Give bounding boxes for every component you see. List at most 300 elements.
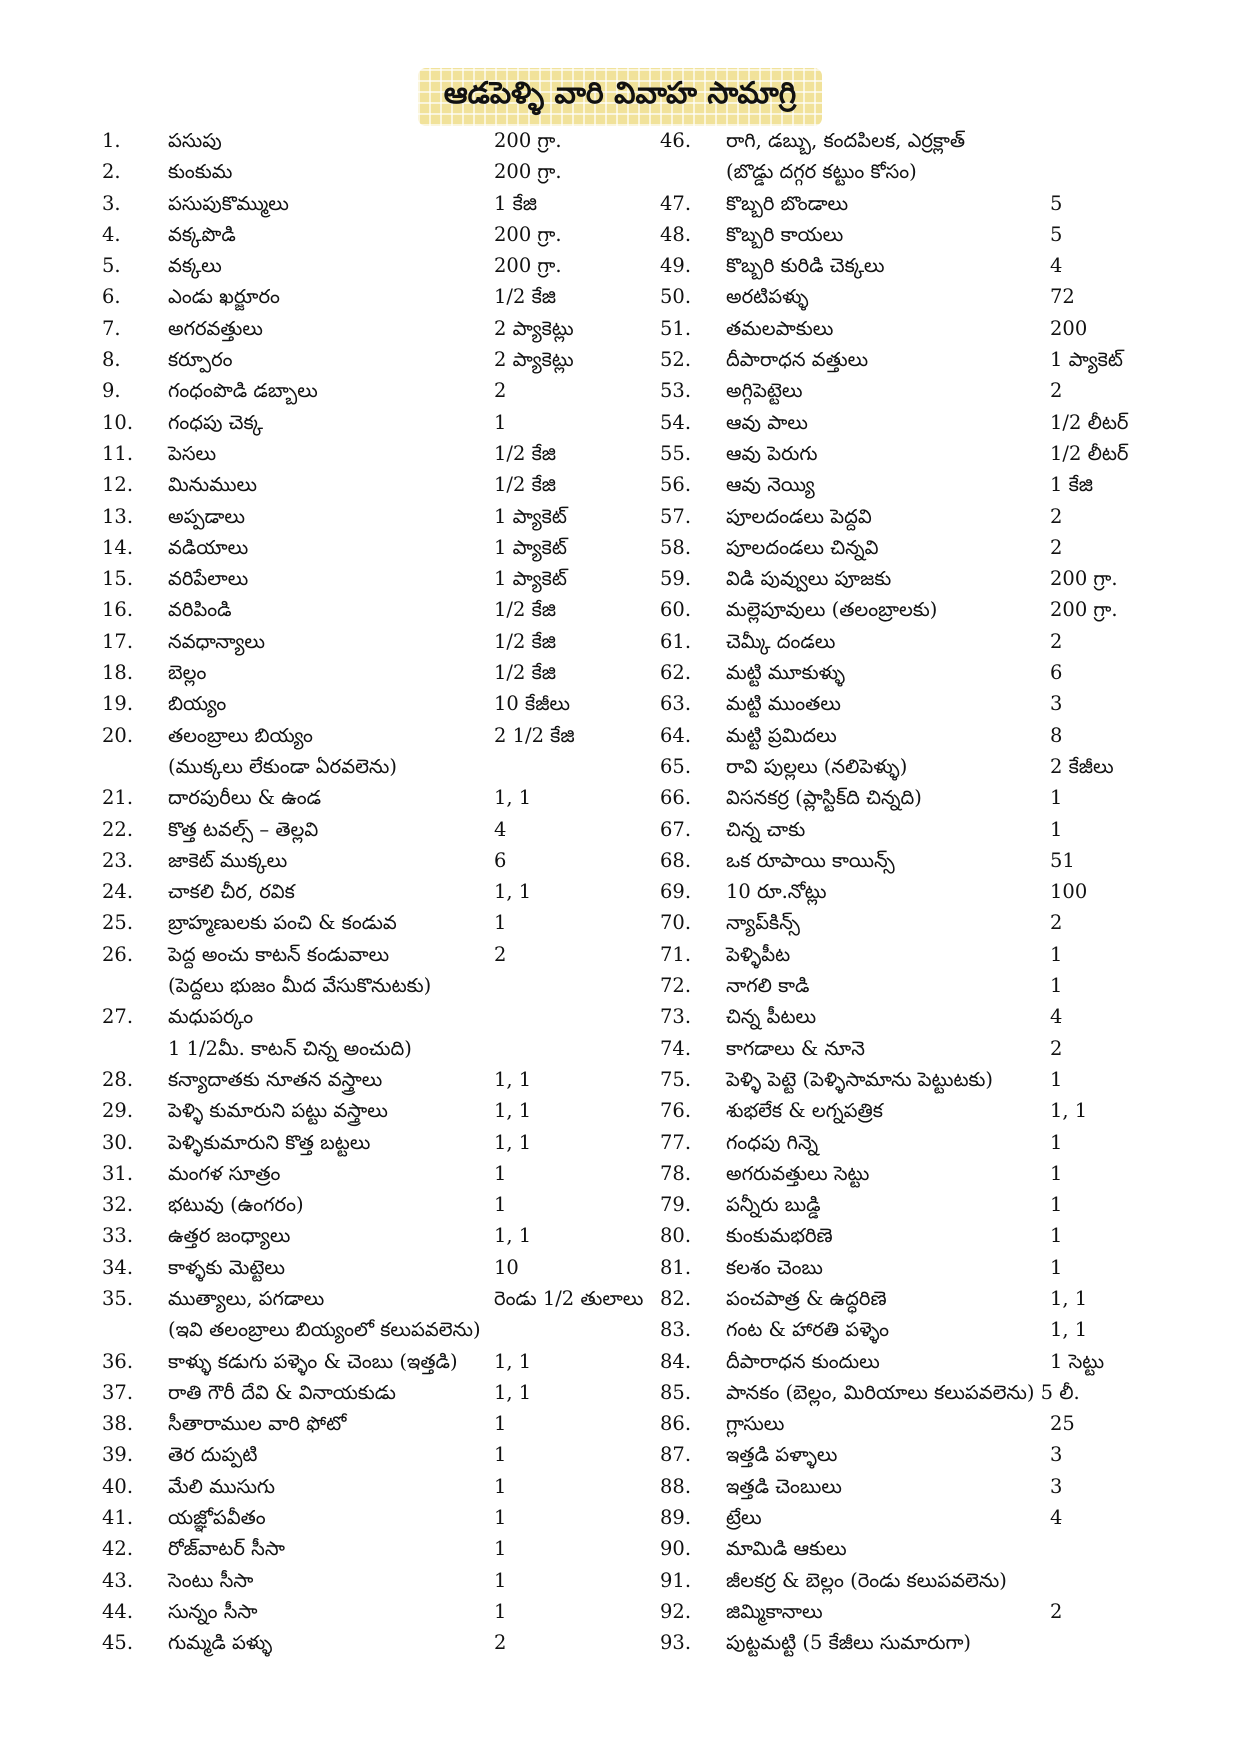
item-quantity: 1 xyxy=(494,911,507,935)
list-item xyxy=(102,688,622,719)
list-item xyxy=(102,375,622,406)
list-item xyxy=(660,1377,1140,1408)
item-number: 20. xyxy=(102,723,134,747)
item-quantity: రెండు 1/2 తులాలు xyxy=(494,1286,644,1310)
item-quantity: 2 xyxy=(1050,535,1063,559)
list-item xyxy=(102,1439,622,1470)
item-name: సున్నం సీసా xyxy=(168,1599,258,1623)
item-quantity: 1 కేజి xyxy=(494,191,538,215)
item-quantity: 1 కేజి xyxy=(1050,473,1094,497)
item-quantity: 200 గ్రా. xyxy=(1050,598,1118,622)
list-item xyxy=(102,1471,622,1502)
item-quantity: 1 ప్యాకెట్ xyxy=(494,504,567,528)
item-quantity: 4 xyxy=(494,817,507,841)
item-quantity: 1 xyxy=(494,1412,507,1436)
item-quantity: 1 xyxy=(494,1537,507,1561)
item-number: 81. xyxy=(660,1255,692,1279)
list-item xyxy=(102,313,622,344)
item-name: రావి పుల్లలు (నలిపెళ్ళు) xyxy=(726,754,908,778)
item-quantity: 2 1/2 కేజి xyxy=(494,723,575,747)
item-number: 16. xyxy=(102,598,134,622)
item-name: మల్లెపూవులు (తలంబ్రాలకు) xyxy=(726,598,938,622)
item-number: 48. xyxy=(660,222,692,246)
item-number: 59. xyxy=(660,567,692,591)
item-name: జీలకర్ర & బెల్లం (రెండు కలుపవలెను) xyxy=(726,1568,1007,1592)
item-number: 14. xyxy=(102,535,134,559)
list-item xyxy=(102,594,622,625)
list-item xyxy=(660,344,1140,375)
item-number: 66. xyxy=(660,786,692,810)
list-item xyxy=(660,907,1140,938)
item-name: మంగళ సూత్రం xyxy=(168,1161,281,1185)
item-number: 93. xyxy=(660,1631,692,1655)
item-number: 72. xyxy=(660,974,692,998)
item-name: రాతి గౌరీ దేవి & వినాయకుడు xyxy=(168,1380,396,1404)
item-number: 87. xyxy=(660,1443,692,1467)
item-number: 41. xyxy=(102,1506,134,1530)
item-quantity: 8 xyxy=(1050,723,1063,747)
item-quantity: 1, 1 xyxy=(494,880,532,904)
item-quantity: 200 xyxy=(1050,316,1088,340)
item-name: పానకం (బెల్లం, మిరియాలు కలుపవలెను) 5 లీ. xyxy=(726,1380,1080,1404)
list-item xyxy=(102,876,622,907)
item-name: పసుపు xyxy=(168,129,222,152)
item-name: కొబ్బరి కురిడి చెక్కలు xyxy=(726,254,885,278)
item-name: శుభలేక & లగ్నపత్రిక xyxy=(726,1099,883,1123)
item-number: 50. xyxy=(660,285,692,309)
item-quantity: 10 కేజీలు xyxy=(494,692,571,716)
list-item xyxy=(660,1283,1140,1314)
list-item xyxy=(660,626,1140,657)
item-quantity: 25 xyxy=(1050,1412,1075,1436)
list-item xyxy=(660,1220,1140,1251)
list-item xyxy=(102,1533,622,1564)
item-name: అగరవత్తులు xyxy=(168,316,263,340)
item-name: నవధాన్యాలు xyxy=(168,629,265,653)
item-quantity: 1, 1 xyxy=(494,1224,532,1248)
item-quantity: 1/2 కేజి xyxy=(494,473,557,497)
item-number: 71. xyxy=(660,942,692,966)
item-quantity: 1, 1 xyxy=(1050,1286,1088,1310)
list-item xyxy=(102,188,622,219)
item-number: 57. xyxy=(660,504,692,528)
item-quantity: 1, 1 xyxy=(494,1349,532,1373)
item-quantity: 200 గ్రా. xyxy=(494,254,562,278)
item-name: పసుపుకొమ్ములు xyxy=(168,191,289,215)
list-item xyxy=(660,939,1140,970)
list-item xyxy=(102,156,622,187)
list-item xyxy=(660,1095,1140,1126)
item-name: గుమ్మడి పళ్ళు xyxy=(168,1631,273,1655)
item-name: మట్టి ప్రమిదలు xyxy=(726,723,837,747)
item-quantity: 1 ప్యాకెట్ xyxy=(494,567,567,591)
item-number: 67. xyxy=(660,817,692,841)
item-number: 44. xyxy=(102,1599,134,1623)
item-quantity: 1, 1 xyxy=(494,1380,532,1404)
item-number: 85. xyxy=(660,1380,692,1404)
item-note: (బొడ్డు దగ్గర కట్టుం కోసం) xyxy=(726,160,917,184)
item-name: తెర దుప్పటి xyxy=(168,1443,258,1467)
list-item xyxy=(660,1252,1140,1283)
item-quantity: 1 xyxy=(1050,786,1063,810)
item-number: 40. xyxy=(102,1474,134,1498)
item-name: కర్పూరం xyxy=(168,348,233,372)
list-item xyxy=(102,845,622,876)
item-quantity: 3 xyxy=(1050,692,1063,716)
list-item xyxy=(102,125,622,156)
item-number: 69. xyxy=(660,880,692,904)
item-quantity: 5 xyxy=(1050,222,1063,246)
list-item xyxy=(102,1283,644,1314)
item-quantity: 3 xyxy=(1050,1474,1063,1498)
item-number: 43. xyxy=(102,1568,134,1592)
item-quantity: 2 xyxy=(1050,1036,1063,1060)
item-quantity: 2 xyxy=(1050,629,1063,653)
item-number: 17. xyxy=(102,629,134,653)
item-quantity: 1, 1 xyxy=(494,786,532,810)
list-item xyxy=(102,1565,622,1596)
item-quantity: 1 xyxy=(494,1193,507,1217)
item-quantity: 1, 1 xyxy=(1050,1318,1088,1342)
list-item xyxy=(660,125,1140,156)
item-number: 52. xyxy=(660,348,692,372)
list-item xyxy=(102,438,622,469)
item-quantity: 10 xyxy=(494,1255,519,1279)
list-item xyxy=(660,814,1140,845)
item-number: 21. xyxy=(102,786,134,810)
item-number: 11. xyxy=(102,441,134,465)
list-item xyxy=(660,1346,1140,1377)
item-number: 53. xyxy=(660,379,692,403)
item-name: పూలదండలు చిన్నవి xyxy=(726,535,879,559)
list-item xyxy=(102,907,622,938)
item-number: 64. xyxy=(660,723,692,747)
list-item xyxy=(660,1627,1140,1658)
item-quantity: 2 xyxy=(1050,379,1063,403)
item-number: 38. xyxy=(102,1412,134,1436)
item-quantity: 2 xyxy=(494,1631,507,1655)
item-number: 92. xyxy=(660,1599,692,1623)
list-item xyxy=(660,532,1140,563)
item-number: 37. xyxy=(102,1380,134,1404)
list-item xyxy=(102,814,622,845)
item-name: మామిడి ఆకులు xyxy=(726,1537,847,1561)
item-number: 73. xyxy=(660,1005,692,1029)
item-quantity: 2 కేజీలు xyxy=(1050,754,1114,778)
list-item xyxy=(102,219,622,250)
item-name: ఆవు నెయ్యి xyxy=(726,473,815,497)
item-quantity: 1 xyxy=(494,1443,507,1467)
item-name: భటువు (ఉంగరం) xyxy=(168,1193,304,1217)
item-quantity: 4 xyxy=(1050,254,1063,278)
list-item xyxy=(660,469,1140,500)
list-item xyxy=(660,657,1140,688)
list-item xyxy=(102,1346,622,1377)
title-banner xyxy=(0,68,1240,126)
list-item xyxy=(660,563,1140,594)
item-name: వక్కపొడి xyxy=(168,222,236,246)
list-item xyxy=(102,626,622,657)
item-name: విసనకర్ర (ప్లాస్టిక్‌ది చిన్నది) xyxy=(726,786,922,810)
item-name: ఉత్తర జంధ్యాలు xyxy=(168,1224,291,1248)
list-item xyxy=(660,438,1140,469)
item-name: దీపారాధన వత్తులు xyxy=(726,348,869,372)
item-number: 23. xyxy=(102,848,134,872)
item-quantity: 1 xyxy=(494,1474,507,1498)
item-quantity: 1/2 లీటర్ xyxy=(1050,441,1129,465)
item-name: కొత్త టవల్స్ – తెల్లవి xyxy=(168,817,319,841)
item-name: పంచపాత్ర & ఉద్ధరిణె xyxy=(726,1286,887,1310)
item-name: నాగలి కాడి xyxy=(726,974,810,998)
item-quantity: 1, 1 xyxy=(494,1130,532,1154)
list-item xyxy=(660,751,1140,782)
item-name: గ్లాసులు xyxy=(726,1412,785,1436)
item-number: 22. xyxy=(102,817,134,841)
item-quantity: 1/2 కేజి xyxy=(494,661,557,685)
item-name: తమలపాకులు xyxy=(726,316,834,340)
item-quantity: 3 xyxy=(1050,1443,1063,1467)
item-name: దారపురీలు & ఉండ xyxy=(168,786,322,810)
item-name: అప్పడాలు xyxy=(168,504,245,528)
item-number: 4. xyxy=(102,222,121,246)
item-name: యజ్ఞోపవీతం xyxy=(168,1506,266,1530)
list-item xyxy=(102,1627,622,1658)
item-number: 91. xyxy=(660,1568,692,1592)
item-number: 10. xyxy=(102,410,134,434)
list-item xyxy=(660,1502,1140,1533)
item-number: 58. xyxy=(660,535,692,559)
item-number: 56. xyxy=(660,473,692,497)
item-number: 90. xyxy=(660,1537,692,1561)
item-quantity: 4 xyxy=(1050,1506,1063,1530)
item-name: ఒక రూపాయి కాయిన్స్ xyxy=(726,848,895,872)
list-item xyxy=(660,407,1140,438)
item-name: పూలదండలు పెద్దవి xyxy=(726,504,872,528)
item-name: పెళ్ళి పెట్టె (పెళ్ళిసామాను పెట్టుటకు) xyxy=(726,1067,994,1091)
item-name: సెంటు సీసా xyxy=(168,1568,254,1592)
item-number: 1. xyxy=(102,129,121,152)
item-name: పెద్ద అంచు కాటన్ కండువాలు xyxy=(168,942,390,966)
item-quantity: 2 xyxy=(1050,1599,1063,1623)
item-quantity: 1 ప్యాకెట్ xyxy=(494,535,567,559)
item-name: ముత్యాలు, పగడాలు xyxy=(168,1286,325,1310)
item-number: 30. xyxy=(102,1130,134,1154)
item-number: 55. xyxy=(660,441,692,465)
item-name: గంట & హారతి పళ్ళెం xyxy=(726,1318,890,1342)
item-number: 70. xyxy=(660,911,692,935)
item-quantity: 2 ప్యాకెట్లు xyxy=(494,316,574,340)
list-item xyxy=(660,1127,1140,1158)
item-name: కాగడాలు & నూనె xyxy=(726,1036,865,1060)
list-item xyxy=(660,1033,1140,1064)
list-item xyxy=(660,782,1140,813)
item-number: 86. xyxy=(660,1412,692,1436)
list-item xyxy=(660,501,1140,532)
item-number: 63. xyxy=(660,692,692,716)
item-quantity: 1 xyxy=(1050,1161,1063,1185)
list-item xyxy=(102,720,622,751)
item-quantity: 1 xyxy=(1050,1067,1063,1091)
item-name: వడియాలు xyxy=(168,535,249,559)
item-name: చాకలి చీర, రవిక xyxy=(168,880,295,904)
item-name: రోజ్‌వాటర్ సీసా xyxy=(168,1537,285,1561)
list-item xyxy=(660,1158,1140,1189)
item-number: 31. xyxy=(102,1161,134,1185)
item-number: 9. xyxy=(102,379,121,403)
list-item xyxy=(660,1533,1140,1564)
item-number: 35. xyxy=(102,1286,134,1310)
item-name: బియ్యం xyxy=(168,692,227,716)
item-name: వరిపిండి xyxy=(168,598,232,622)
list-item xyxy=(660,1001,1140,1032)
item-number: 29. xyxy=(102,1099,134,1123)
item-name: జిమ్మికానాలు xyxy=(726,1599,823,1623)
list-item xyxy=(660,1471,1140,1502)
item-quantity: 1 xyxy=(494,1599,507,1623)
item-name: కన్యాదాతకు నూతన వస్త్రాలు xyxy=(168,1067,383,1091)
item-name: చిన్న చాకు xyxy=(726,817,806,841)
item-number: 6. xyxy=(102,285,121,309)
item-number: 68. xyxy=(660,848,692,872)
item-quantity: 1 xyxy=(494,1161,507,1185)
item-quantity: 1 xyxy=(1050,974,1063,998)
item-quantity: 1 సెట్టు xyxy=(1050,1349,1105,1373)
item-name: పన్నీరు బుడ్డి xyxy=(726,1193,821,1217)
list-item xyxy=(102,1127,622,1158)
list-item xyxy=(102,250,622,281)
item-name: మట్టి మూకుళ్ళు xyxy=(726,661,846,685)
list-item xyxy=(660,688,1140,719)
item-number: 47. xyxy=(660,191,692,215)
item-number: 65. xyxy=(660,754,692,778)
item-number: 8. xyxy=(102,348,121,372)
item-name: తలంబ్రాలు బియ్యం xyxy=(168,723,313,747)
item-number: 5. xyxy=(102,254,121,278)
item-name: మేలి ముసుగు xyxy=(168,1474,276,1498)
list-item xyxy=(102,1502,622,1533)
list-item xyxy=(102,501,622,532)
item-name: చిన్న పీటలు xyxy=(726,1005,817,1029)
item-quantity: 100 xyxy=(1050,880,1088,904)
item-quantity: 1/2 లీటర్ xyxy=(1050,410,1129,434)
list-item xyxy=(660,845,1140,876)
item-number: 78. xyxy=(660,1161,692,1185)
item-number: 3. xyxy=(102,191,121,215)
item-number: 32. xyxy=(102,1193,134,1217)
list-item xyxy=(102,1095,622,1126)
item-number: 89. xyxy=(660,1506,692,1530)
item-name: పెళ్ళికుమారుని కొత్త బట్టలు xyxy=(168,1130,371,1154)
list-item xyxy=(102,1252,622,1283)
item-quantity: 1, 1 xyxy=(494,1099,532,1123)
item-name: జాకెట్ ముక్కలు xyxy=(168,848,288,872)
item-name: ఇత్తడి చెంబులు xyxy=(726,1474,842,1498)
list-item xyxy=(102,1596,622,1627)
list-item xyxy=(660,1064,1140,1095)
item-quantity: 6 xyxy=(494,848,507,872)
item-name: గంధపు చెక్క xyxy=(168,410,264,434)
item-quantity: 1, 1 xyxy=(1050,1099,1088,1123)
item-name: గంధపు గిన్నె xyxy=(726,1130,819,1154)
item-number: 54. xyxy=(660,410,692,434)
item-number: 80. xyxy=(660,1224,692,1248)
item-quantity: 2 xyxy=(494,942,507,966)
item-number: 49. xyxy=(660,254,692,278)
item-quantity: 1 xyxy=(1050,1255,1063,1279)
item-number: 76. xyxy=(660,1099,692,1123)
item-name: కొబ్బరి బొండాలు xyxy=(726,191,849,215)
list-item xyxy=(660,1565,1140,1596)
list-item xyxy=(102,281,622,312)
item-name: 10 రూ.నోట్లు xyxy=(726,880,827,904)
item-name: బెల్లం xyxy=(168,661,207,685)
item-number: 46. xyxy=(660,129,692,152)
item-name: వక్కలు xyxy=(168,254,222,278)
list-item xyxy=(660,720,1140,751)
list-item xyxy=(102,939,622,970)
item-number: 82. xyxy=(660,1286,692,1310)
item-name: కాళ్ళు కడుగు పళ్ళెం & చెంబు (ఇత్తడి) xyxy=(168,1349,458,1373)
item-name: ఎండు ఖర్జూరం xyxy=(168,285,280,309)
item-quantity: 1 xyxy=(1050,1193,1063,1217)
item-name: కుంకుమభరిణె xyxy=(726,1224,833,1248)
item-note: (పెద్దలు భుజం మీద వేసుకొనుటకు) xyxy=(168,974,432,998)
list-item xyxy=(660,1189,1140,1220)
item-name: వరిపేలాలు xyxy=(168,567,249,591)
item-name: విడి పువ్వులు పూజకు xyxy=(726,567,892,591)
item-number: 34. xyxy=(102,1255,134,1279)
item-name: అగరువత్తులు సెట్టు xyxy=(726,1161,870,1185)
list-item xyxy=(102,1189,622,1220)
item-number: 33. xyxy=(102,1224,134,1248)
list-item xyxy=(660,1408,1140,1439)
list-item xyxy=(660,219,1140,250)
item-quantity: 1 xyxy=(494,410,507,434)
list-item xyxy=(660,1439,1140,1470)
item-number: 13. xyxy=(102,504,134,528)
list-item xyxy=(102,1377,622,1408)
item-quantity: 1, 1 xyxy=(494,1067,532,1091)
list-item xyxy=(660,876,1140,907)
list-item xyxy=(660,1314,1140,1345)
item-number: 60. xyxy=(660,598,692,622)
item-number: 28. xyxy=(102,1067,134,1091)
page-title: ఆడపెళ్ళి వారి వివాహ సామాగ్రి xyxy=(418,68,823,126)
item-number: 88. xyxy=(660,1474,692,1498)
item-quantity: 200 గ్రా. xyxy=(1050,567,1118,591)
item-name: కలశం చెంబు xyxy=(726,1255,823,1279)
item-quantity: 2 xyxy=(1050,504,1063,528)
list-item xyxy=(660,375,1140,406)
item-number: 19. xyxy=(102,692,134,716)
item-quantity: 1 xyxy=(494,1568,507,1592)
item-number: 18. xyxy=(102,661,134,685)
item-name: ట్రేలు xyxy=(726,1506,762,1530)
item-quantity: 1 xyxy=(1050,1130,1063,1154)
list-item xyxy=(102,563,622,594)
item-quantity: 1 xyxy=(494,1506,507,1530)
item-quantity: 1 xyxy=(1050,1224,1063,1248)
item-name: చెమ్కీ దండలు xyxy=(726,629,836,653)
item-quantity: 4 xyxy=(1050,1005,1063,1029)
item-name: అగ్గిపెట్టెలు xyxy=(726,379,803,403)
item-quantity: 6 xyxy=(1050,661,1063,685)
item-number: 15. xyxy=(102,567,134,591)
item-name: కొబ్బరి కాయలు xyxy=(726,222,844,246)
list-item xyxy=(102,532,622,563)
list-item xyxy=(660,970,1140,1001)
list-item xyxy=(660,1596,1140,1627)
